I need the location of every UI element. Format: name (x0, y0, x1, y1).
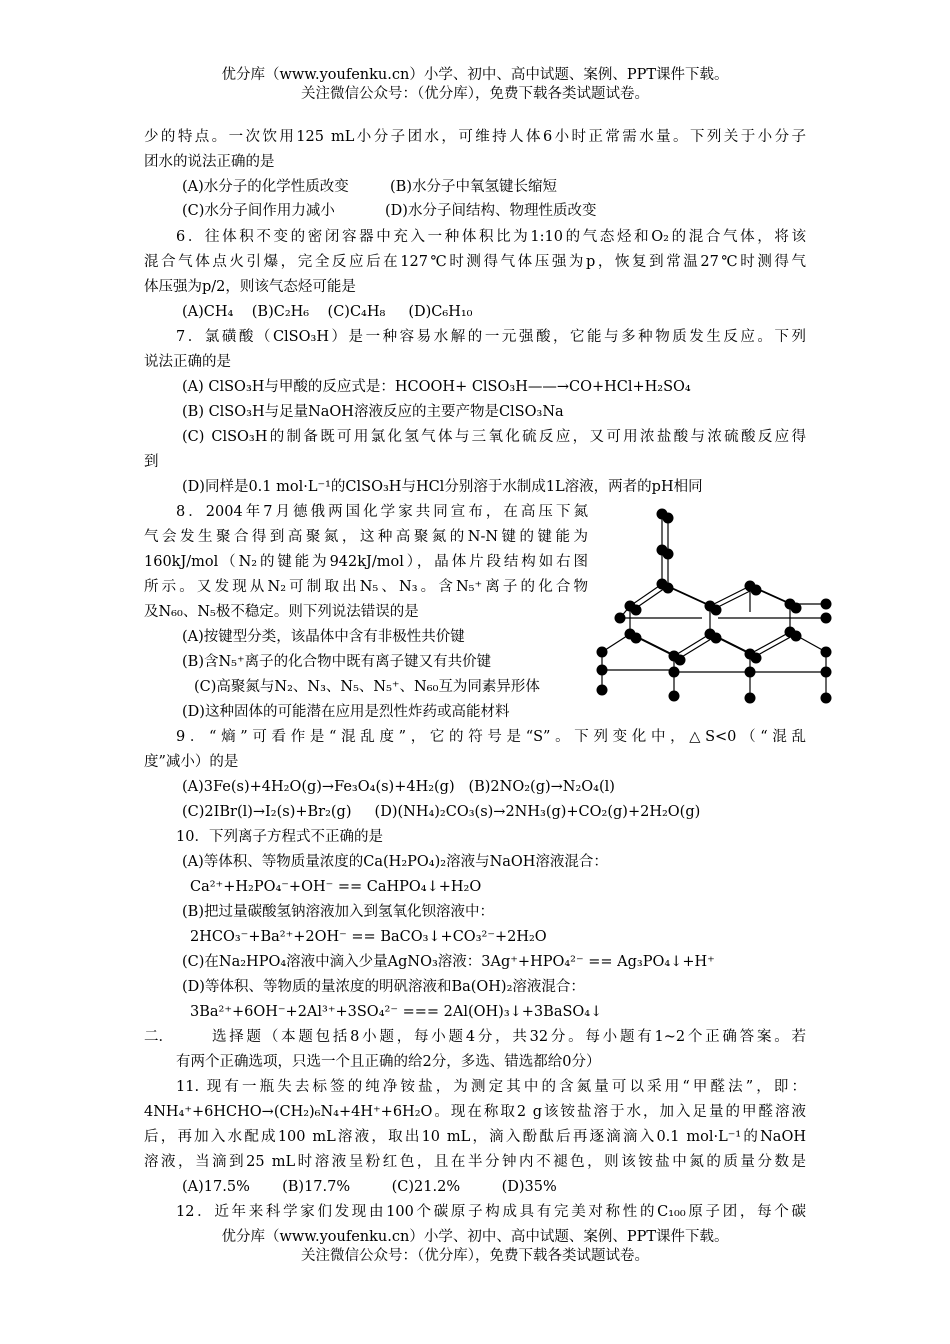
q7-option-a: (A) ClSO₃H与甲酸的反应式是：HCOOH+ ClSO₃H——→CO+HCl+H₂SO₄ (182, 379, 691, 395)
header-line-1: 优分库（www.youfenku.cn）小学、初中、高中试题、案例、PPT课件下载。 (221, 67, 729, 83)
q5-line-1: 少的特点。一次饮用125 mL小分子团水，可维持人体6小时正常需水量。下列关于小分子 (144, 129, 806, 145)
q5-line-2: 团水的说法正确的是 (144, 154, 275, 170)
q9-line-2: 度”减小）的是 (144, 754, 239, 770)
q10-option-a-equation: Ca²⁺+H₂PO₄⁻+OH⁻ == CaHPO₄↓+H₂O (190, 879, 482, 895)
q7-option-c-line-2: 到 (144, 454, 159, 470)
q8-line-2: 气会发生聚合得到高聚氮，这种高聚氮的N-N键的键能为 (144, 529, 588, 545)
header-line-2: 关注微信公众号：（优分库），免费下载各类试题试卷。 (301, 86, 649, 102)
q8-option-d: (D)这种固体的可能潜在应用是烈性炸药或高能材料 (182, 704, 510, 720)
q8-option-c: (C)高聚氮与N₂、N₃、N₅、N₅⁺、N₆₀互为同素异形体 (194, 679, 540, 695)
q11-line-4: 溶液，当滴到25 mL时溶液呈粉红色，且在半分钟内不褪色，则该铵盐中氮的质量分数是 (144, 1154, 806, 1170)
section-2-line-1: 选择题（本题包括8小题，每小题4分，共32分。每小题有1~2个正确答案。若 (212, 1029, 806, 1045)
q10-option-b-equation: 2HCO₃⁻+Ba²⁺+2OH⁻ == BaCO₃↓+CO₃²⁻+2H₂O (190, 929, 547, 945)
q5-option-b: (B)水分子中氧氢键长缩短 (390, 179, 557, 195)
q11-line-3: 后，再加入水配成100 mL溶液，取出10 mL，滴入酚酞后再逐滴滴入0.1 mol·L⁻¹的NaOH (144, 1129, 806, 1145)
q9-line-1: 9．“熵”可看作是“混乱度”，它的符号是“S”。下列变化中，△S<0（“混乱 (176, 729, 806, 745)
q10-option-b: (B)把过量碳酸氢钠溶液加入到氢氧化钡溶液中： (182, 904, 494, 920)
q7-line-2: 说法正确的是 (144, 354, 231, 370)
page-header (0, 66, 950, 104)
q8-option-b: (B)含N₅⁺离子的化合物中既有离子键又有共价键 (182, 654, 492, 670)
q9-options-ab: (A)3Fe(s)+4H₂O(g)→Fe₃O₄(s)+4H₂(g) (B)2NO₂(g)→N₂O₄(l) (182, 779, 615, 795)
q8-line-3: 160kJ/mol（N₂的键能为942kJ/mol），晶体片段结构如右图 (144, 554, 588, 570)
q10-stem: 10．下列离子方程式不正确的是 (176, 829, 383, 845)
q8-line-5: 及N₆₀、N₅极不稳定。则下列说法错误的是 (144, 604, 419, 620)
footer-line-2: 关注微信公众号：（优分库），免费下载各类试题试卷。 (301, 1248, 649, 1264)
q7-option-c-line-1: (C) ClSO₃H的制备既可用氯化氢气体与三氧化硫反应，又可用浓盐酸与浓硫酸反应得 (182, 429, 806, 445)
q8-option-a: (A)按键型分类，该晶体中含有非极性共价键 (182, 629, 465, 645)
footer-line-1: 优分库（www.youfenku.cn）小学、初中、高中试题、案例、PPT课件下载。 (221, 1229, 729, 1245)
polymeric-nitrogen-structure-figure (590, 500, 840, 712)
q5-option-c: (C)水分子间作用力减小 (182, 203, 335, 219)
section-2-line-2: 有两个正确选项，只选一个且正确的给2分，多选、错选都给0分） (176, 1054, 601, 1070)
q10-option-c: (C)在Na₂HPO₄溶液中滴入少量AgNO₃溶液：3Ag⁺+HPO₄²⁻ == Ag₃PO₄↓+H⁺ (182, 954, 715, 970)
q11-options: (A)17.5% (B)17.7% (C)21.2% (D)35% (182, 1179, 557, 1195)
q6-line-1: 6．往体积不变的密闭容器中充入一种体积比为1:10的气态烃和O₂的混合气体，将该 (176, 229, 806, 245)
q10-option-d: (D)等体积、等物质的量浓度的明矾溶液和Ba(OH)₂溶液混合： (182, 979, 585, 995)
q5-option-d: (D)水分子间结构、物理性质改变 (385, 203, 597, 219)
q8-line-1: 8．2004年7月德俄两国化学家共同宣布，在高压下氮 (176, 504, 588, 520)
page-footer (0, 1228, 950, 1266)
q5-option-a: (A)水分子的化学性质改变 (182, 179, 349, 195)
q6-line-3: 体压强为p/2，则该气态烃可能是 (144, 279, 356, 295)
q10-option-a: (A)等体积、等物质量浓度的Ca(H₂PO₄)₂溶液与NaOH溶液混合： (182, 854, 608, 870)
q10-option-d-equation: 3Ba²⁺+6OH⁻+2Al³⁺+3SO₄²⁻ === 2Al(OH)₃↓+3BaSO₄↓ (190, 1004, 603, 1020)
q7-option-d: (D)同样是0.1 mol·L⁻¹的ClSO₃H与HCl分别溶于水制成1L溶液，两者的pH相同 (182, 479, 703, 495)
q7-option-b: (B) ClSO₃H与足量NaOH溶液反应的主要产物是ClSO₃Na (182, 404, 564, 420)
q6-line-2: 混合气体点火引爆，完全反应后在127℃时测得气体压强为p，恢复到常温27℃时测得气 (144, 254, 806, 270)
q6-options: (A)CH₄ (B)C₂H₆ (C)C₄H₈ (D)C₆H₁₀ (182, 304, 473, 320)
q12-line-1: 12．近年来科学家们发现由100个碳原子构成具有完美对称性的C₁₀₀原子团，每个碳 (176, 1204, 806, 1220)
q8-line-4: 所示。又发现从N₂可制取出N₅、N₃。含N₅⁺离子的化合物 (144, 579, 588, 595)
q11-line-1: 11. 现有一瓶失去标签的纯净铵盐，为测定其中的含氮量可以采用“甲醛法”，即： (176, 1079, 806, 1095)
q9-options-cd: (C)2IBr(l)→I₂(s)+Br₂(g) (D)(NH₄)₂CO₃(s)→2NH₃(g)+CO₂(g)+2H₂O(g) (182, 804, 701, 820)
section-2-number: 二． (144, 1029, 173, 1045)
q11-line-2: 4NH₄⁺+6HCHO→(CH₂)₆N₄+4H⁺+6H₂O。现在称取2 g该铵盐溶于水，加入足量的甲醛溶液 (144, 1104, 806, 1120)
q7-line-1: 7．氯磺酸（ClSO₃H）是一种容易水解的一元强酸，它能与多种物质发生反应。下列 (176, 329, 806, 345)
